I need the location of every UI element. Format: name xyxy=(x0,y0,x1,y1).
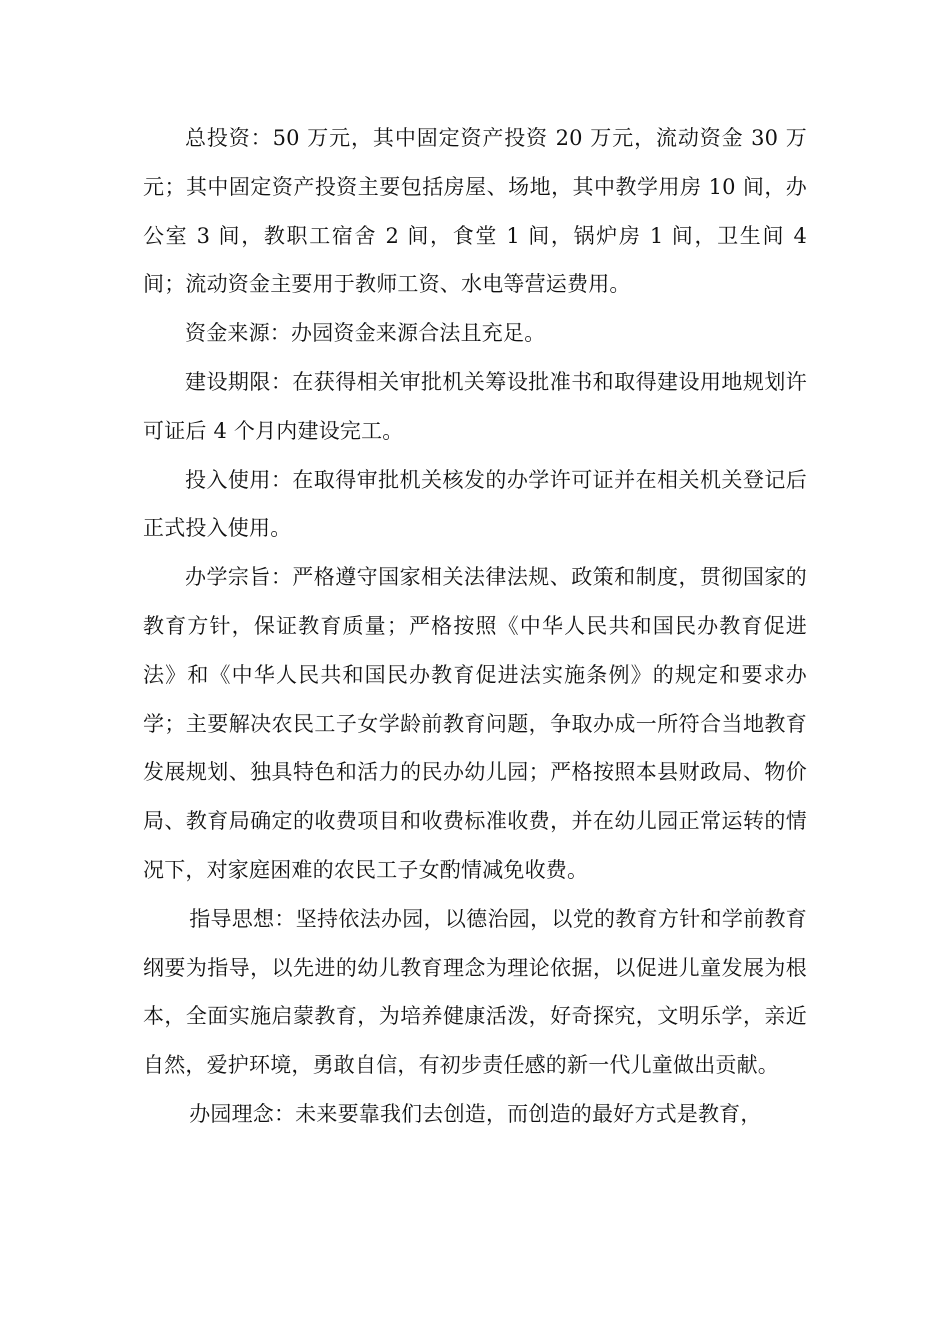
paragraph-funding-source: 资金来源：办园资金来源合法且充足。 xyxy=(185,321,546,346)
paragraph-total-investment: 总投资：50 万元，其中固定资产投资 20 万元，流动资金 30 万元；其中固定资产投资主要包括房屋、场地，其中教学用房 10 间，办公室 3 间，教职工宿舍 2 间，食堂 1 间，锅炉房 1 间，卫生间 4 间；流动资金主要用于教师工资、水电等营运费用。 xyxy=(143,126,807,297)
paragraph-commissioning: 投入使用：在取得审批机关核发的办学许可证并在相关机关登记后正式投入使用。 xyxy=(143,467,807,541)
document-body xyxy=(143,114,807,1139)
paragraph-construction-period: 建设期限：在获得相关审批机关筹设批准书和取得建设用地规划许可证后 4 个月内建设完工。 xyxy=(143,369,807,443)
paragraph-school-philosophy: 办园理念：未来要靠我们去创造，而创造的最好方式是教育， xyxy=(189,1101,762,1126)
paragraph-guiding-principle: 指导思想：坚持依法办园，以德治园，以党的教育方针和学前教育纲要为指导，以先进的幼儿教育理念为理论依据，以促进儿童发展为根本，全面实施启蒙教育，为培养健康活泼，好奇探究，文明乐学，亲近自然，爱护环境，勇敢自信，有初步责任感的新一代儿童做出贡献。 xyxy=(143,906,807,1078)
paragraph-school-purpose: 办学宗旨：严格遵守国家相关法律法规、政策和制度，贯彻国家的教育方针，保证教育质量；严格按照《中华人民共和国民办教育促进法》和《中华人民共和国民办教育促进法实施条例》的规定和要求办学；主要解决农民工子女学龄前教育问题，争取办成一所符合当地教育发展规划、独具特色和活力的民办幼儿园；严格按照本县财政局、物价局、教育局确定的收费项目和收费标准收费，并在幼儿园正常运转的情况下，对家庭困难的农民工子女酌情减免收费。 xyxy=(143,565,807,882)
